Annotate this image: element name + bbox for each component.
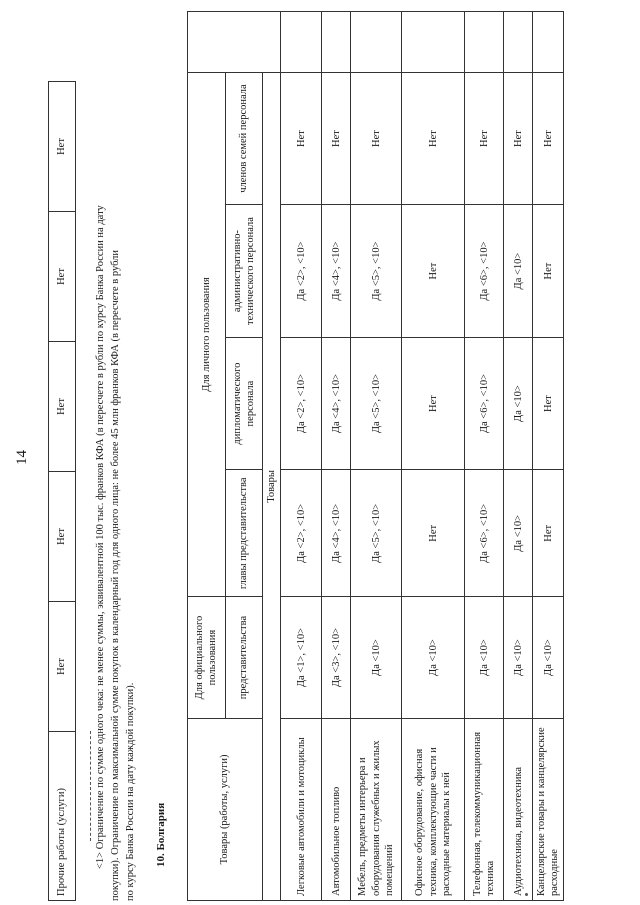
table-cell: Да <10> <box>504 597 533 718</box>
header-row <box>188 12 226 901</box>
table-cell-blank <box>281 12 322 73</box>
group-row <box>263 12 281 901</box>
table-cell-blank <box>504 12 533 73</box>
table-cell: Нет <box>533 205 564 338</box>
table-cell: Нет <box>281 72 322 205</box>
table-row <box>533 12 564 901</box>
header-diplomatic: дипломатического персонала <box>225 337 263 470</box>
table-cell: Да <5>, <10> <box>351 337 402 470</box>
row-goods-name: Автомобильное топливо <box>322 718 351 900</box>
table-cell: Да <1>, <10> <box>281 597 322 718</box>
table-cell: Да <3>, <10> <box>322 597 351 718</box>
table-cell: Нет <box>533 72 564 205</box>
table-cell-blank <box>322 12 351 73</box>
table-row <box>49 82 76 901</box>
table-cell: Нет <box>49 212 76 342</box>
table-row <box>322 12 351 901</box>
table-cell: Да <2>, <10> <box>281 205 322 338</box>
table-cell: Да <10> <box>504 470 533 597</box>
table-cell-blank <box>402 12 465 73</box>
header-blank <box>188 12 281 73</box>
table-cell-blank <box>351 12 402 73</box>
table-cell: Нет <box>49 472 76 602</box>
table-cell-blank <box>533 12 564 73</box>
row-goods-name: Канцелярские товары и канцелярские расходные <box>533 718 564 900</box>
table-cell: Да <10> <box>402 597 465 718</box>
scan-mark <box>525 893 528 896</box>
table-cell: Нет <box>402 470 465 597</box>
table-cell: Да <6>, <10> <box>465 205 504 338</box>
row-goods-name: Телефонная, телекоммуникационная техника <box>465 718 504 900</box>
table-row <box>465 12 504 901</box>
section-title: 10. Болгария <box>155 802 167 867</box>
table-cell: Да <10> <box>504 337 533 470</box>
header-admin: административно-технического персонала <box>225 205 263 338</box>
table-cell: Да <10> <box>465 597 504 718</box>
row-goods-name: Легковые автомобили и мотоциклы <box>281 718 322 900</box>
table-cell: Нет <box>504 72 533 205</box>
group-label: Товары <box>263 72 281 900</box>
top-table <box>48 81 76 901</box>
table-cell: Да <4>, <10> <box>322 337 351 470</box>
table-cell: Да <4>, <10> <box>322 205 351 338</box>
header-official-sub: представительства <box>225 597 263 718</box>
table-cell: Нет <box>49 602 76 732</box>
row-label: Прочие работы (услуги) <box>49 732 76 901</box>
table-cell: Нет <box>49 82 76 212</box>
header-personal-use: Для личного пользования <box>188 72 226 597</box>
table-body <box>281 12 564 901</box>
table-cell: Да <10> <box>351 597 402 718</box>
page-number: 14 <box>14 450 30 465</box>
footnote <box>90 86 138 901</box>
table-row <box>504 12 533 901</box>
footnote-line: <1> Ограничение по сумме одного чека: не менее суммы, эквивалентной 100 тыс. франков КФА (в пересчете в рубли по курсу Банка России на дату <box>95 205 106 869</box>
row-goods-name: Мебель, предметы интерьера и оборудования служебных и жилых помещений <box>351 718 402 900</box>
row-goods-name: Аудиотехника, видеотехника <box>504 718 533 900</box>
table-cell: Да <6>, <10> <box>465 337 504 470</box>
table-cell: Нет <box>322 72 351 205</box>
table-cell: Нет <box>402 337 465 470</box>
row-goods-name: Офисное оборудование, офисная техника, комплектующие части и расходные материалы к ней <box>402 718 465 900</box>
header-goods: Товары (работы, услуги) <box>188 718 263 900</box>
table-cell: Да <10> <box>533 597 564 718</box>
footnote-line: покупки). Ограничение по максимальной сумме покупок в календарный год для одного лица: не более 45 млн франков КФА (в пересчете в рубли <box>110 249 121 901</box>
table-cell: Да <4>, <10> <box>322 470 351 597</box>
table-cell: Да <2>, <10> <box>281 470 322 597</box>
table-row <box>281 12 322 901</box>
table-cell: Нет <box>533 470 564 597</box>
table-cell: Нет <box>402 72 465 205</box>
main-table <box>187 11 564 901</box>
table-cell: Да <2>, <10> <box>281 337 322 470</box>
header-family: членов семей персонала <box>225 72 263 205</box>
footnote-line: по курсу Банка России на дату каждой покупки). <box>125 682 136 901</box>
table-cell: Да <5>, <10> <box>351 470 402 597</box>
table-cell: Нет <box>402 205 465 338</box>
table-cell: Нет <box>533 337 564 470</box>
table-cell: Нет <box>49 342 76 472</box>
footnote-separator <box>90 731 91 841</box>
table-cell: Нет <box>351 72 402 205</box>
table-cell: Нет <box>465 72 504 205</box>
table-cell: Да <10> <box>504 205 533 338</box>
header-head: главы представительства <box>225 470 263 597</box>
table-cell: Да <6>, <10> <box>465 470 504 597</box>
table-row <box>402 12 465 901</box>
header-official-use: Для официального пользования <box>188 597 226 718</box>
table-cell-blank <box>465 12 504 73</box>
table-cell: Да <5>, <10> <box>351 205 402 338</box>
table-row <box>351 12 402 901</box>
